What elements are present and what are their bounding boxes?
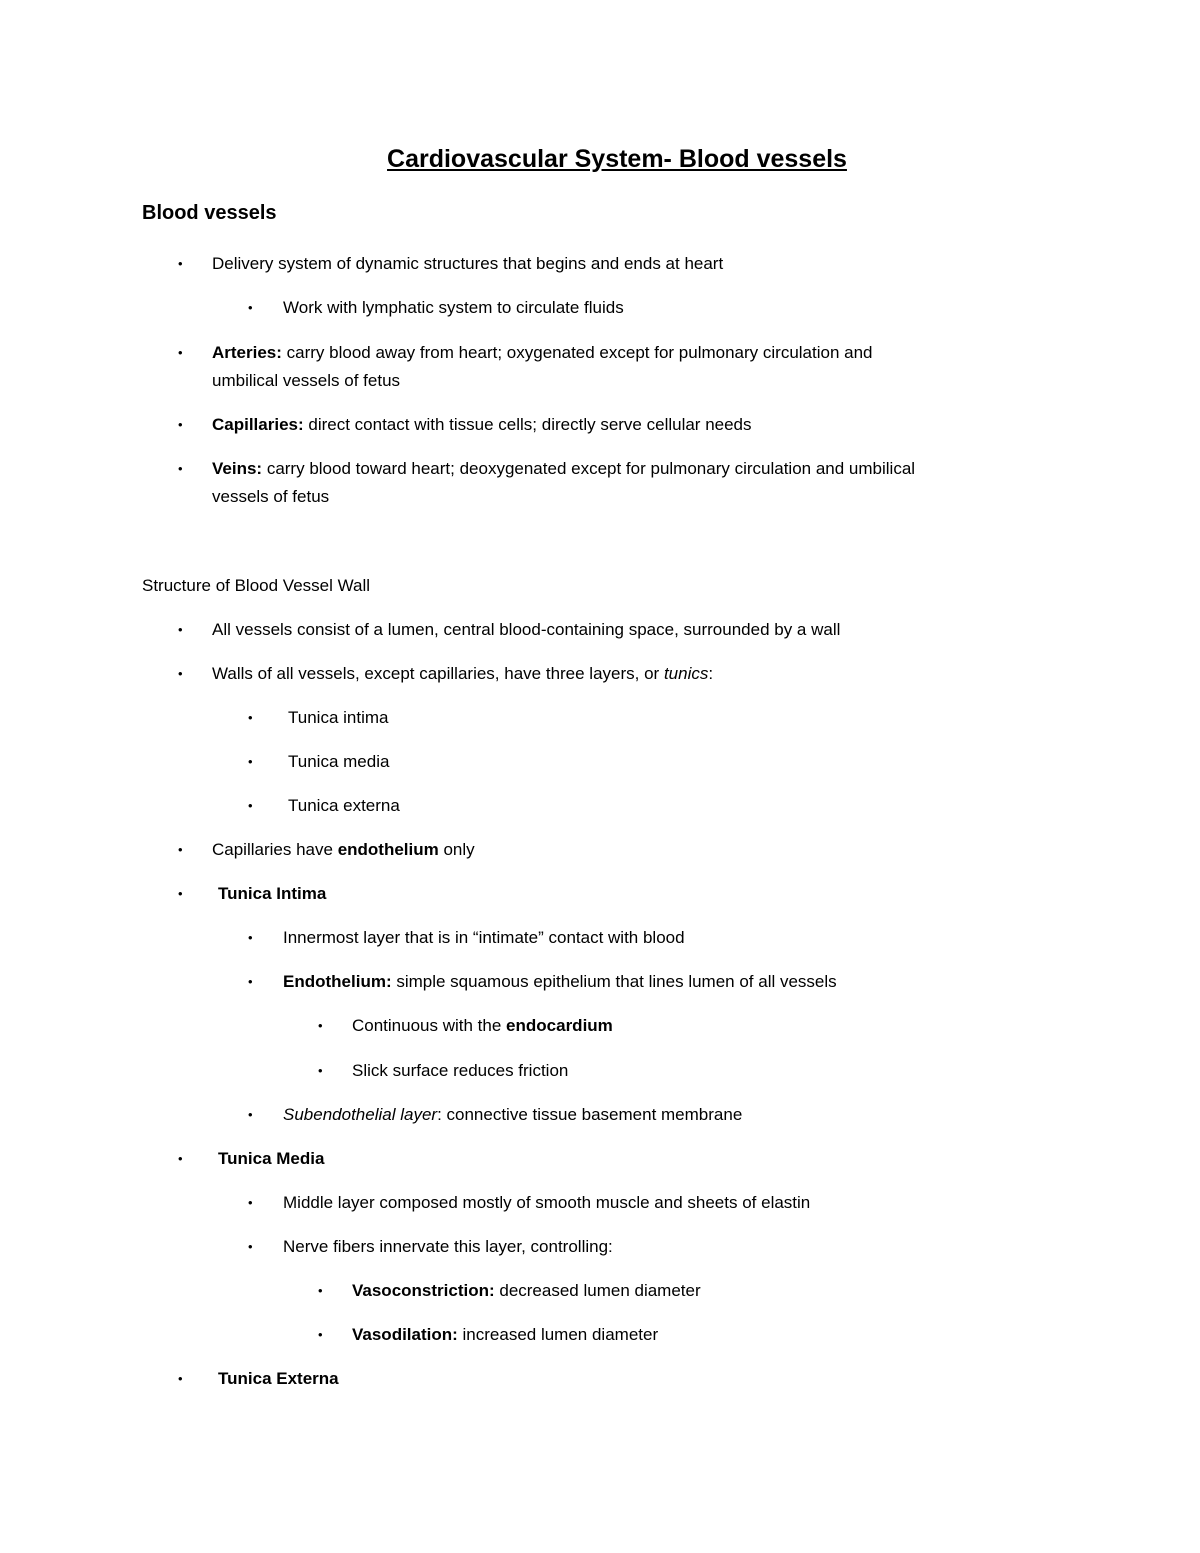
section-heading-vessel-wall: Structure of Blood Vessel Wall <box>142 576 371 595</box>
list-item <box>212 253 723 275</box>
bullet-icon: • <box>318 1063 323 1078</box>
item-text: Tunica media <box>288 752 390 771</box>
bullet-icon: • <box>318 1327 323 1342</box>
list-item <box>212 414 752 436</box>
italic-term: tunics <box>663 664 709 683</box>
bullet-icon: • <box>248 930 253 945</box>
bold-term: Endothelium: <box>283 972 392 991</box>
item-text: All vessels consist of a lumen, central blood-containing space, surrounded by a wall <box>212 620 841 639</box>
list-item <box>283 297 624 319</box>
item-text: carry blood away from heart; oxygenated except for pulmonary circulation and <box>281 343 873 362</box>
bullet-icon: • <box>178 622 183 637</box>
bold-term: Tunica Intima <box>218 884 327 903</box>
list-item <box>212 342 873 364</box>
bullet-icon: • <box>248 300 253 315</box>
bullet-icon: • <box>248 754 253 769</box>
list-item <box>352 1015 613 1037</box>
bold-term: Vasodilation: <box>352 1325 458 1344</box>
item-text: Innermost layer that is in “intimate” contact with blood <box>283 928 685 947</box>
item-text: direct contact with tissue cells; directly serve cellular needs <box>303 415 752 434</box>
list-item <box>288 795 400 817</box>
bullet-icon: • <box>248 710 253 725</box>
bullet-icon: • <box>318 1283 323 1298</box>
item-text: Middle layer composed mostly of smooth muscle and sheets of elastin <box>283 1193 811 1212</box>
list-item <box>288 751 389 773</box>
item-text: Tunica externa <box>288 796 400 815</box>
bullet-icon: • <box>318 1018 323 1033</box>
item-text: Continuous with the <box>352 1016 507 1035</box>
item-text: only <box>438 840 475 859</box>
bold-term: Arteries: <box>212 343 282 362</box>
bullet-icon: • <box>248 798 253 813</box>
bullet-icon: • <box>178 666 183 681</box>
list-item <box>352 1280 701 1302</box>
item-text: Walls of all vessels, except capillaries, have three layers, or <box>212 664 664 683</box>
bullet-icon: • <box>178 842 183 857</box>
item-text: Slick surface reduces friction <box>352 1061 569 1080</box>
italic-term: Subendothelial layer <box>283 1105 438 1124</box>
list-item <box>283 1192 810 1214</box>
list-item <box>212 839 475 861</box>
list-item <box>218 1368 339 1390</box>
bold-term: Tunica Media <box>218 1149 325 1168</box>
list-item <box>212 663 713 685</box>
bullet-icon: • <box>248 1239 253 1254</box>
bullet-icon: • <box>248 1195 253 1210</box>
list-item <box>218 1148 324 1170</box>
list-item-continuation: vessels of fetus <box>212 487 330 506</box>
item-text: : <box>708 664 714 683</box>
bold-term: Veins: <box>212 459 263 478</box>
item-text: Tunica intima <box>288 708 389 727</box>
item-text: simple squamous epithelium that lines lumen of all vessels <box>391 972 837 991</box>
item-text: increased lumen diameter <box>457 1325 659 1344</box>
item-text: carry blood toward heart; deoxygenated except for pulmonary circulation and umbilical <box>262 459 916 478</box>
bullet-icon: • <box>248 974 253 989</box>
section-heading-blood-vessels: Blood vessels <box>142 202 277 224</box>
list-item <box>352 1324 658 1346</box>
bullet-icon: • <box>178 345 183 360</box>
list-item <box>212 458 915 480</box>
bullet-icon: • <box>178 256 183 271</box>
bold-term: Tunica Externa <box>218 1369 339 1388</box>
bullet-icon: • <box>248 1107 253 1122</box>
list-item <box>212 619 840 641</box>
bold-term: Vasoconstriction: <box>352 1281 495 1300</box>
bold-term: endocardium <box>506 1016 613 1035</box>
item-text: Work with lymphatic system to circulate fluids <box>283 298 624 317</box>
item-text: Nerve fibers innervate this layer, controlling: <box>283 1237 613 1256</box>
list-item <box>283 1236 613 1258</box>
list-item <box>218 883 326 905</box>
bullet-icon: • <box>178 1151 183 1166</box>
list-item <box>352 1060 568 1082</box>
item-text: decreased lumen diameter <box>494 1281 701 1300</box>
bullet-icon: • <box>178 417 183 432</box>
bullet-icon: • <box>178 886 183 901</box>
bold-term: endothelium <box>337 840 439 859</box>
list-item-continuation: umbilical vessels of fetus <box>212 371 401 390</box>
bullet-icon: • <box>178 461 183 476</box>
page-title: Cardiovascular System- Blood vessels <box>387 145 847 173</box>
item-text: Delivery system of dynamic structures that begins and ends at heart <box>212 254 724 273</box>
list-item <box>288 707 388 729</box>
list-item <box>283 971 837 993</box>
bullet-icon: • <box>178 1371 183 1386</box>
item-text: Capillaries have <box>212 840 338 859</box>
list-item <box>283 927 685 949</box>
item-text: : connective tissue basement membrane <box>437 1105 743 1124</box>
bold-term: Capillaries: <box>212 415 304 434</box>
list-item <box>283 1104 742 1126</box>
